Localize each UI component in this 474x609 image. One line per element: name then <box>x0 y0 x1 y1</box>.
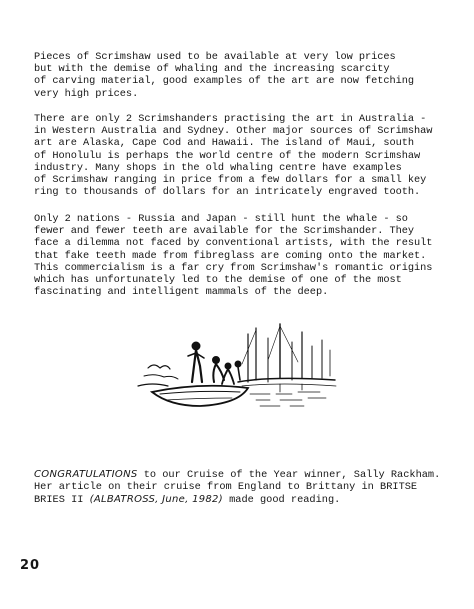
text-line: art are Alaska, Cape Cod and Hawaii. The island of Maui, south <box>34 137 415 150</box>
text-line: very high prices. <box>34 87 139 100</box>
paragraph-prices <box>34 51 454 100</box>
text-line: that fake teeth made from fibreglass are coming onto the market. <box>34 249 427 262</box>
text-line: face a dilemma not faced by conventional artists, with the result <box>34 237 433 250</box>
congratulations-line-2: Her article on their cruise from England to Brittany in BRITSE <box>34 481 418 494</box>
harbour-sketch-icon <box>130 320 340 420</box>
text-line: There are only 2 Scrimshanders practising the art in Australia - <box>34 113 427 125</box>
paragraph-nations <box>34 213 454 298</box>
text-fragment: BRIES II <box>34 493 90 506</box>
congratulations-line-1 <box>34 469 454 481</box>
handwritten-insert: (ALBATROSS, June, 1982) <box>89 493 223 505</box>
text-line: of Scrimshaw ranging in price from a few dollars for a small key <box>34 174 427 187</box>
congratulations-heading: CONGRATULATIONS <box>34 469 138 480</box>
congratulations-notice <box>34 469 454 506</box>
text-line: in Western Australia and Sydney. Other major sources of Scrimshaw <box>34 125 433 138</box>
text-line: This commercialism is a far cry from Scrimshaw's romantic origins <box>34 261 433 274</box>
text-fragment: to our Cruise of the Year winner, Sally Rackham. <box>137 469 441 481</box>
text-line: industry. Many shops in the old whaling centre have examples <box>34 161 402 174</box>
text-line: Only 2 nations - Russia and Japan - still hunt the whale - so <box>34 213 408 225</box>
text-line: of Honolulu is perhaps the world centre of the modern Scrimshaw <box>34 149 421 162</box>
text-line: fewer and fewer teeth are available for the Scrimshander. They <box>34 225 415 238</box>
text-line: but with the demise of whaling and the increasing scarcity <box>34 63 390 76</box>
text-fragment: made good reading. <box>222 493 341 506</box>
paragraph-scrimshanders <box>34 113 454 198</box>
text-line: ring to thousands of dollars for an intricately engraved tooth. <box>34 186 421 199</box>
text-line: Pieces of Scrimshaw used to be available at very low prices <box>34 51 396 63</box>
congratulations-line-3 <box>34 494 454 506</box>
text-line: which has unfortunately led to the demise of one of the most <box>34 274 402 287</box>
page-number: 20 <box>20 558 41 573</box>
text-line: of carving material, good examples of the art are now fetching <box>34 75 415 88</box>
text-line: fascinating and intelligent mammals of the deep. <box>34 286 329 299</box>
